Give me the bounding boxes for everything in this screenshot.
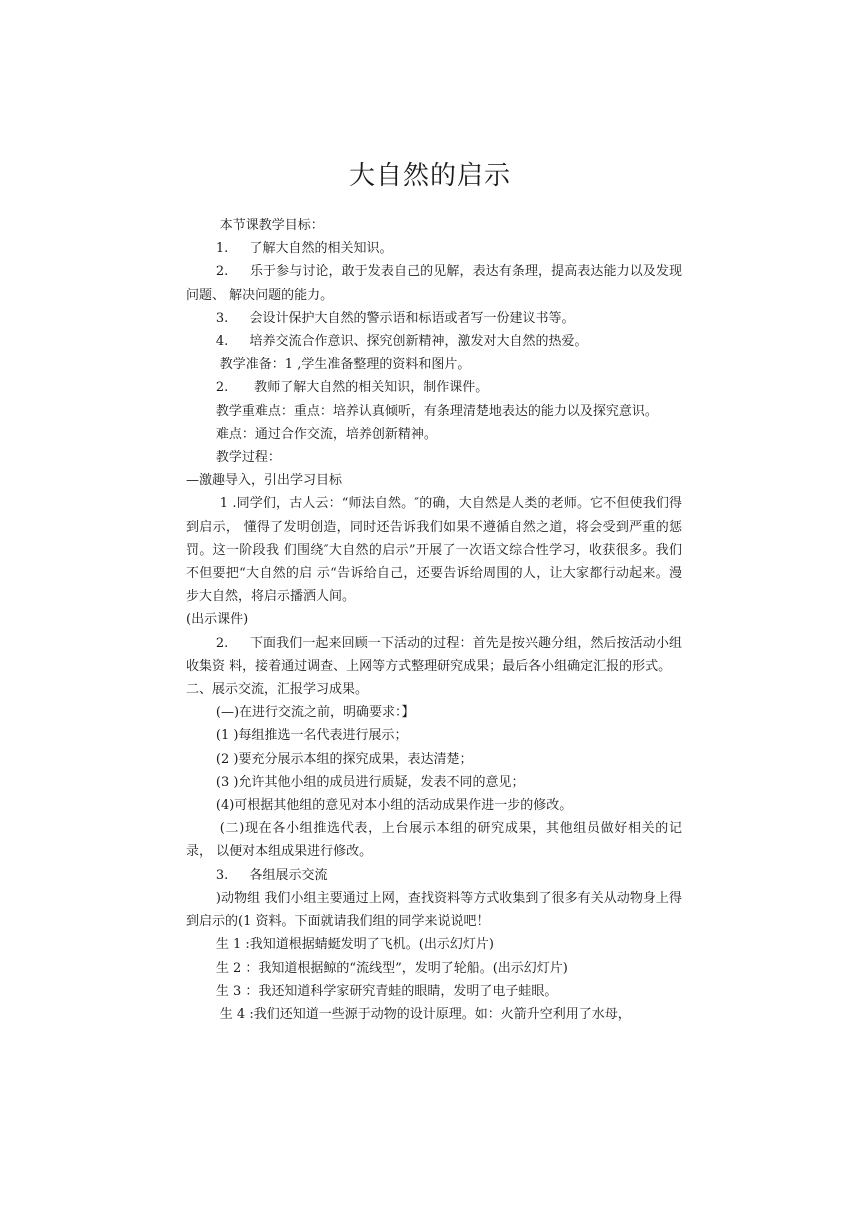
paragraph: 1. 了解大自然的相关知识。: [215, 241, 393, 257]
paragraph: 本节课教学目标：: [219, 218, 324, 233]
paragraph: (4)可根据其他组的意见对本小组的活动成果作进一步的修改。: [215, 798, 573, 814]
paragraph: (出示课件): [186, 612, 249, 628]
paragraph: 生 4 :我们还知道一些源于动物的设计原理。如：火箭升空利用了水母，: [219, 1006, 631, 1022]
paragraph: (二)现在各小组推选代表，上台展示本组的研究成果，其他组员做好相关的记录， 以便对本组成果进行修改。: [186, 821, 682, 860]
paragraph: 生 2 ：我知道根据鲸的“流线型”，发明了轮船。(出示幻灯片): [215, 960, 568, 976]
document-body: [186, 214, 687, 1026]
paragraph: 1 .同学们，古人云：“师法自然。″的确，大自然是人类的老师。它不但使我们得到启示， 懂得了发明创造，同时还告诉我们如果不遵循自然之道，将会受到严重的惩罚。这一阶段我 们围绕″大自然的启示”开展了一次语文综合性学习，收获很多。我们不但要把“大自然的启 示“告诉给自己，还要告诉给周围的人，让大家都行动起来。漫步大自然，将启示播洒人间。: [186, 496, 682, 605]
paragraph: 生 3 ：我还知道科学家研究青蛙的眼睛，发明了电子蛙眼。: [215, 983, 558, 999]
paragraph: 教学准备：1 ,学生准备整理的资料和图片。: [219, 357, 471, 373]
paragraph: (1 )每组推选一名代表进行展示；: [215, 728, 408, 744]
paragraph: 4. 培养交流合作意识、探究创新精神，激发对大自然的热爱。: [215, 334, 588, 350]
paragraph: (—)在进行交流之前，明确要求：】: [215, 705, 415, 721]
paragraph: 二、展示交流，汇报学习成果。: [186, 682, 369, 698]
paragraph: 3. 会设计保护大自然的警示语和标语或者写一份建议书等。: [215, 310, 575, 326]
paragraph: 教学过程：: [215, 450, 281, 466]
paragraph: 2. 教师了解大自然的相关知识，制作课件。: [215, 380, 489, 396]
paragraph: )动物组 我们小组主要通过上网，查找资料等方式收集到了很多有关从动物身上得 到启示的(1 资料。下面就请我们组的同学来说说吧！: [186, 890, 687, 930]
paragraph: 2. 下面我们一起来回顾一下活动的过程：首先是按兴趣分组，然后按活动小组收集资 料，接着通过调查、上网等方式整理研究成果；最后各小组确定汇报的形式。: [186, 635, 682, 674]
paragraph: —激趣导入，引出学习目标: [186, 473, 343, 489]
paragraph: 教学重难点：重点：培养认真倾听，有条理清楚地表达的能力以及探究意识。: [215, 403, 658, 419]
paragraph: 生 1 :我知道根据蜻蜓发明了飞机。(出示幻灯片): [215, 937, 494, 953]
document-title: 大自然的启示: [348, 161, 511, 191]
paragraph: (3 )允许其他小组的成员进行质疑，发表不同的意见；: [215, 774, 525, 790]
paragraph: 2. 乐于参与讨论，敢于发表自己的见解，表达有条理，提高表达能力以及发现问题、 解决问题的能力。: [186, 264, 682, 303]
paragraph: 3. 各组展示交流: [215, 867, 328, 883]
paragraph: (2 )要充分展示本组的探究成果，表达清楚；: [215, 751, 473, 767]
paragraph: 难点：通过合作交流，培养创新精神。: [215, 426, 437, 442]
